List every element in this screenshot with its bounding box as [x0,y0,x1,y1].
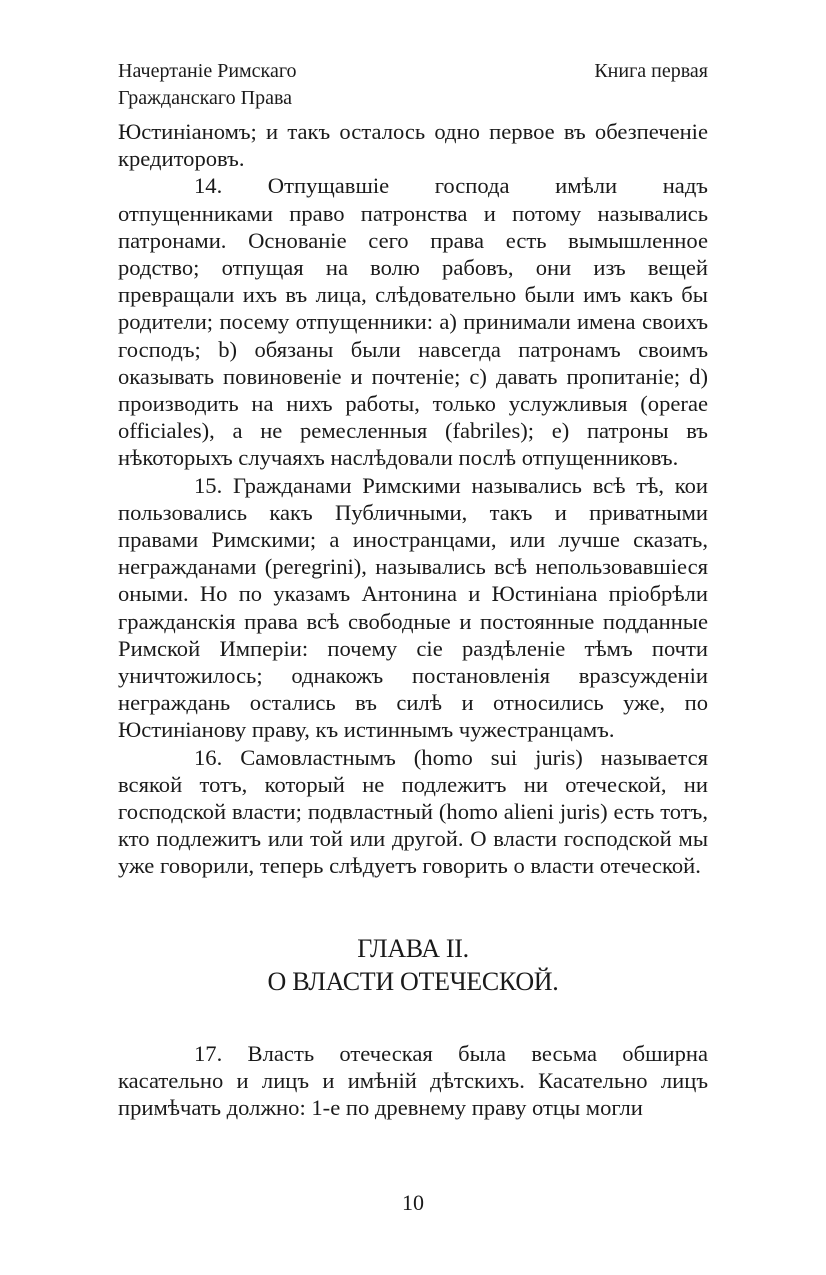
page-number: 10 [402,1190,424,1215]
body-text-after-chapter [118,1040,708,1122]
paragraph-16: 16. Самовластнымъ (homo sui juris) называется всякой тотъ, который не подлежитъ ни отеческой, ни господской власти; подвластный (homo alieni juris) есть тотъ, кто подлежитъ или той или другой. О власти господской мы уже говорили, теперь слѣдуетъ говорить о власти отеческой. [118,744,708,879]
chapter-heading [118,932,708,998]
running-head [118,58,708,112]
page [118,58,708,1121]
paragraph-14: 14. Отпущавшіе господа имѣли надъ отпущенниками право патронства и потому назывались патронами. Основаніе сего права есть вымышленное родство; отпущая на волю рабовъ, они изъ вещей превращали ихъ въ лица, слѣдовательно были имъ какъ бы родители; посему отпущенники: a) принимали имена своихъ господъ; b) обязаны были навсегда патронамъ своимъ оказывать повиновеніе и почтеніе; c) давать пропитаніе; d) производить на нихъ работы, только услужливыя (operae officiales), а не ремесленныя (fabriles); e) патроны въ нѣкоторыхъ случаяхъ наслѣдовали послѣ отпущенниковъ. [118,173,708,471]
body-text [118,118,708,880]
paragraph-17: 17. Власть отеческая была весьма обширна касательно и лицъ и имѣній дѣтскихъ. Касательно лицъ примѣчать должно: 1-е по древнему праву отцы могли [118,1040,708,1121]
running-head-title-line2: Гражданскаго Права [118,87,293,109]
paragraph-continuation: Юстиніаномъ; и такъ осталось одно первое въ обезпеченіе кредиторовъ. [118,119,708,172]
chapter-title: О ВЛАСТИ ОТЕЧЕСКОЙ. [267,966,559,996]
chapter-number: ГЛАВА II. [357,933,469,963]
running-head-title [118,58,297,112]
running-head-title-line1: Начертаніе Римскаго [118,60,297,82]
paragraph-15: 15. Гражданами Римскими назывались всѣ тѣ, кои пользовались какъ Публичными, такъ и приватными правами Римскими; а иностранцами, или лучше сказать, негражданами (peregrini), назывались всѣ непользовавшіеся оными. Но по указамъ Антонина и Юстиніана пріобрѣли гражданскія права всѣ свободные и постоянные подданные Римской Имперіи: почему сіе раздѣленіе тѣмъ почти уничтожилось; однакожъ постановленія вразсужденіи неграждань остались въ силѣ и относились уже, по Юстиніанову праву, къ истиннымъ чужестранцамъ. [118,472,708,743]
running-head-book: Книга первая [594,60,708,82]
